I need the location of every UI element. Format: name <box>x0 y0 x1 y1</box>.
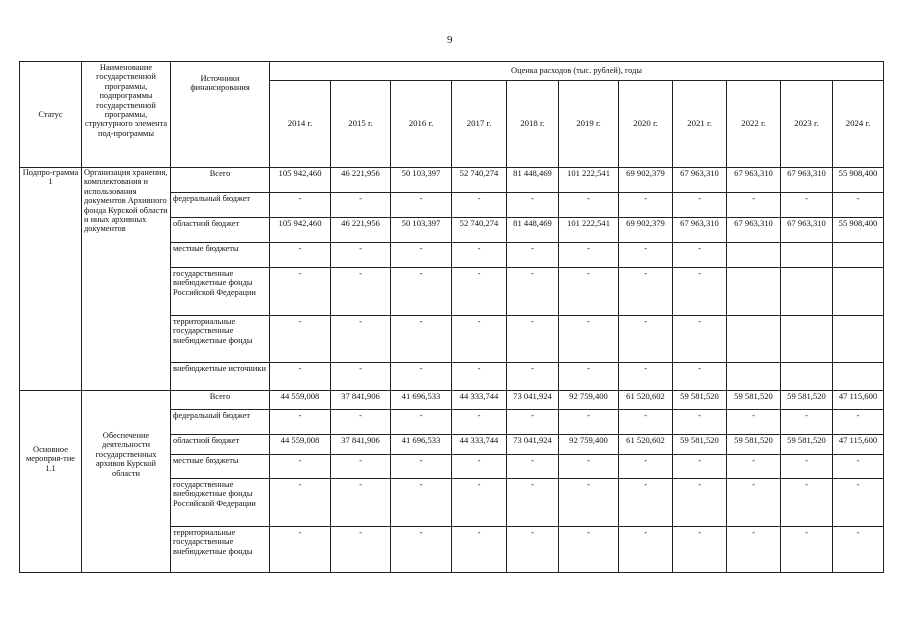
amount-cell <box>727 363 781 391</box>
amount-cell: 59 581,520 <box>673 391 727 410</box>
amount-cell: 41 696,533 <box>391 435 452 455</box>
amount-cell: - <box>619 243 673 268</box>
amount-cell: - <box>619 268 673 316</box>
funding-source-cell: областной бюджет <box>171 435 270 455</box>
amount-cell: - <box>673 479 727 527</box>
amount-cell: - <box>452 243 507 268</box>
amount-cell: - <box>727 479 781 527</box>
amount-cell: - <box>331 268 391 316</box>
amount-cell: - <box>559 193 619 218</box>
header-year: 2019 г. <box>559 81 619 168</box>
amount-cell: 55 908,400 <box>833 168 884 193</box>
amount-cell: 73 041,924 <box>507 391 559 410</box>
amount-cell <box>781 316 833 363</box>
amount-cell: - <box>619 316 673 363</box>
amount-cell: - <box>673 193 727 218</box>
amount-cell: 92 759,400 <box>559 435 619 455</box>
amount-cell: 46 221,956 <box>331 218 391 243</box>
amount-cell: - <box>559 479 619 527</box>
amount-cell: 46 221,956 <box>331 168 391 193</box>
amount-cell: 101 222,541 <box>559 218 619 243</box>
amount-cell: - <box>270 193 331 218</box>
amount-cell: - <box>507 479 559 527</box>
amount-cell: - <box>331 316 391 363</box>
amount-cell: - <box>559 410 619 435</box>
amount-cell: 52 740,274 <box>452 218 507 243</box>
amount-cell: 59 581,520 <box>727 435 781 455</box>
amount-cell: 61 520,602 <box>619 435 673 455</box>
header-year: 2015 г. <box>331 81 391 168</box>
amount-cell: - <box>727 455 781 479</box>
funding-source-cell: федеральный бюджет <box>171 193 270 218</box>
amount-cell <box>727 268 781 316</box>
amount-cell: - <box>270 479 331 527</box>
amount-cell: - <box>559 363 619 391</box>
amount-cell: - <box>331 193 391 218</box>
header-status: Статус <box>20 62 82 168</box>
amount-cell: - <box>391 268 452 316</box>
amount-cell: 105 942,460 <box>270 168 331 193</box>
amount-cell <box>833 363 884 391</box>
budget-table <box>19 61 884 573</box>
amount-cell: 67 963,310 <box>673 218 727 243</box>
funding-source-cell: государственные внебюджетные фонды Российской Федерации <box>171 479 270 527</box>
amount-cell: 44 333,744 <box>452 435 507 455</box>
amount-cell: - <box>452 455 507 479</box>
amount-cell: 92 759,400 <box>559 391 619 410</box>
amount-cell: 67 963,310 <box>727 168 781 193</box>
amount-cell: - <box>833 527 884 573</box>
amount-cell: 69 902,379 <box>619 218 673 243</box>
header-year: 2016 г. <box>391 81 452 168</box>
amount-cell <box>833 243 884 268</box>
amount-cell <box>833 316 884 363</box>
amount-cell: 47 115,600 <box>833 391 884 410</box>
amount-cell: - <box>391 455 452 479</box>
amount-cell: 61 520,602 <box>619 391 673 410</box>
amount-cell: - <box>270 455 331 479</box>
status-cell: Основное мероприя-тие 1.1 <box>20 391 82 573</box>
amount-cell: - <box>331 363 391 391</box>
amount-cell: 37 841,906 <box>331 435 391 455</box>
amount-cell: 44 559,008 <box>270 435 331 455</box>
amount-cell: - <box>673 527 727 573</box>
funding-source-cell: территориальные государственные внебюджетные фонды <box>171 316 270 363</box>
amount-cell: - <box>507 243 559 268</box>
amount-cell: - <box>727 527 781 573</box>
amount-cell: - <box>727 193 781 218</box>
amount-cell: - <box>270 410 331 435</box>
amount-cell: - <box>673 363 727 391</box>
amount-cell: 59 581,520 <box>781 391 833 410</box>
amount-cell: 59 581,520 <box>727 391 781 410</box>
amount-cell: - <box>452 363 507 391</box>
amount-cell: 50 103,397 <box>391 218 452 243</box>
funding-source-cell: внебюджетные источники <box>171 363 270 391</box>
amount-cell: - <box>619 455 673 479</box>
amount-cell: 50 103,397 <box>391 168 452 193</box>
amount-cell: 69 902,379 <box>619 168 673 193</box>
amount-cell: - <box>331 479 391 527</box>
amount-cell: 81 448,469 <box>507 218 559 243</box>
amount-cell: - <box>270 363 331 391</box>
funding-source-cell: государственные внебюджетные фонды Российской Федерации <box>171 268 270 316</box>
amount-cell: - <box>833 410 884 435</box>
amount-cell: - <box>452 479 507 527</box>
amount-cell: - <box>270 527 331 573</box>
amount-cell <box>727 243 781 268</box>
amount-cell <box>727 316 781 363</box>
amount-cell: - <box>673 316 727 363</box>
amount-cell: - <box>331 455 391 479</box>
amount-cell: 47 115,600 <box>833 435 884 455</box>
amount-cell: 81 448,469 <box>507 168 559 193</box>
amount-cell: - <box>452 527 507 573</box>
amount-cell: 73 041,924 <box>507 435 559 455</box>
amount-cell: 101 222,541 <box>559 168 619 193</box>
amount-cell: 37 841,906 <box>331 391 391 410</box>
amount-cell: 44 559,008 <box>270 391 331 410</box>
amount-cell: 105 942,460 <box>270 218 331 243</box>
amount-cell: - <box>833 455 884 479</box>
amount-cell: - <box>781 527 833 573</box>
header-year: 2024 г. <box>833 81 884 168</box>
amount-cell: - <box>559 268 619 316</box>
amount-cell: - <box>559 527 619 573</box>
amount-cell: - <box>452 316 507 363</box>
amount-cell: - <box>391 479 452 527</box>
amount-cell: - <box>507 455 559 479</box>
funding-source-cell: федеральный бюджет <box>171 410 270 435</box>
amount-cell: - <box>781 455 833 479</box>
amount-cell: - <box>559 243 619 268</box>
amount-cell: - <box>619 527 673 573</box>
amount-cell: - <box>507 193 559 218</box>
amount-cell: - <box>270 316 331 363</box>
amount-cell: - <box>781 410 833 435</box>
amount-cell: - <box>391 363 452 391</box>
amount-cell: - <box>507 268 559 316</box>
amount-cell: 67 963,310 <box>781 168 833 193</box>
amount-cell <box>833 268 884 316</box>
header-year: 2023 г. <box>781 81 833 168</box>
amount-cell: - <box>507 363 559 391</box>
amount-cell: 44 333,744 <box>452 391 507 410</box>
amount-cell <box>781 268 833 316</box>
amount-cell: - <box>727 410 781 435</box>
amount-cell: - <box>833 193 884 218</box>
amount-cell: - <box>452 193 507 218</box>
program-name-cell: Организация хранения, комплектования и использования документов Архивного фонда Курской области и иных архивных документов <box>82 168 171 391</box>
header-year: 2022 г. <box>727 81 781 168</box>
amount-cell: - <box>559 316 619 363</box>
funding-source-cell: областной бюджет <box>171 218 270 243</box>
amount-cell: - <box>559 455 619 479</box>
header-program-name: Наименование государственной программы, подпрограммы государственной программы, структурного элемента под-программы <box>82 62 171 168</box>
amount-cell <box>781 243 833 268</box>
funding-source-cell: местные бюджеты <box>171 243 270 268</box>
status-cell: Подпро-грамма 1 <box>20 168 82 391</box>
amount-cell: - <box>391 410 452 435</box>
funding-source-cell: Всего <box>171 391 270 410</box>
amount-cell: 41 696,533 <box>391 391 452 410</box>
amount-cell: - <box>452 410 507 435</box>
amount-cell: - <box>507 410 559 435</box>
amount-cell: 67 963,310 <box>781 218 833 243</box>
header-year: 2020 г. <box>619 81 673 168</box>
amount-cell <box>781 363 833 391</box>
amount-cell: - <box>270 268 331 316</box>
funding-source-cell: Всего <box>171 168 270 193</box>
amount-cell: - <box>673 268 727 316</box>
header-year: 2018 г. <box>507 81 559 168</box>
amount-cell: - <box>673 243 727 268</box>
header-year: 2014 г. <box>270 81 331 168</box>
program-name-cell: Обеспечение деятельности государственных архивов Курской области <box>82 391 171 573</box>
amount-cell: - <box>331 410 391 435</box>
amount-cell: - <box>673 455 727 479</box>
amount-cell: 55 908,400 <box>833 218 884 243</box>
amount-cell: - <box>391 316 452 363</box>
amount-cell: - <box>391 243 452 268</box>
amount-cell: 59 581,520 <box>781 435 833 455</box>
amount-cell: - <box>391 193 452 218</box>
amount-cell: - <box>391 527 452 573</box>
header-funding-source: Источники финансирования <box>171 62 270 168</box>
header-year: 2017 г. <box>452 81 507 168</box>
amount-cell: - <box>619 410 673 435</box>
amount-cell: - <box>781 193 833 218</box>
amount-cell: - <box>270 243 331 268</box>
amount-cell: - <box>833 479 884 527</box>
amount-cell: - <box>331 243 391 268</box>
header-year: 2021 г. <box>673 81 727 168</box>
funding-source-cell: территориальные государственные внебюджетные фонды <box>171 527 270 573</box>
page-number: 9 <box>447 34 453 46</box>
amount-cell: 59 581,520 <box>673 435 727 455</box>
funding-source-cell: местные бюджеты <box>171 455 270 479</box>
amount-cell: - <box>452 268 507 316</box>
header-expense-estimate: Оценка расходов (тыс. рублей), годы <box>270 62 884 81</box>
amount-cell: 67 963,310 <box>673 168 727 193</box>
amount-cell: - <box>619 479 673 527</box>
table-row <box>20 168 884 193</box>
amount-cell: - <box>507 527 559 573</box>
amount-cell: - <box>619 193 673 218</box>
amount-cell: 52 740,274 <box>452 168 507 193</box>
amount-cell: - <box>507 316 559 363</box>
amount-cell: - <box>781 479 833 527</box>
amount-cell: - <box>331 527 391 573</box>
amount-cell: 67 963,310 <box>727 218 781 243</box>
amount-cell: - <box>619 363 673 391</box>
amount-cell: - <box>673 410 727 435</box>
table-row <box>20 391 884 410</box>
